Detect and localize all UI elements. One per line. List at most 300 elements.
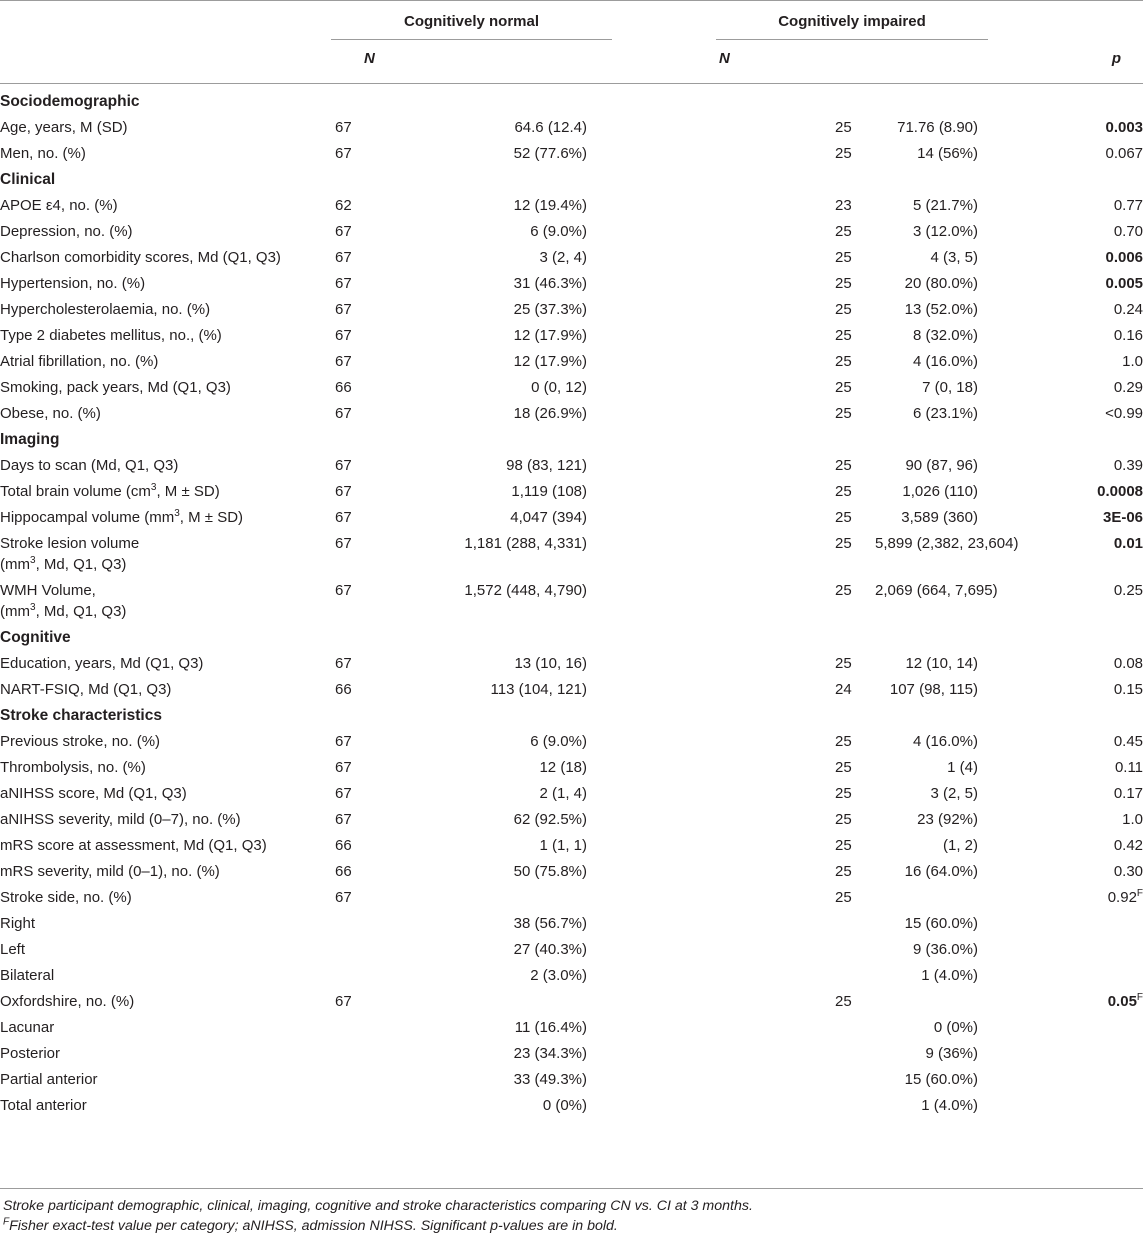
p-value-sup: F [1136, 888, 1143, 899]
section-title: Clinical [0, 171, 56, 188]
row-label [0, 650, 335, 676]
n-cognitively-normal [335, 1092, 430, 1118]
p-value [978, 114, 1143, 140]
n-cognitively-impaired: 25 [835, 249, 852, 266]
value-cognitively-impaired: (1, 2) [942, 837, 978, 854]
n-cognitively-impaired: 25 [835, 327, 852, 344]
value-cognitively-normal: 12 (17.9%) [513, 327, 587, 344]
value-cognitively-impaired: 9 (36.0%) [912, 941, 978, 958]
row-label [0, 192, 335, 218]
row-label [0, 754, 335, 780]
n-cognitively-normal: 67 [335, 759, 352, 776]
row-label-line2-sup: 3 [30, 602, 36, 613]
p-value-text: 3E-06 [1103, 509, 1143, 526]
table-row [0, 348, 1143, 374]
row-label-text: Total anterior [0, 1097, 87, 1114]
p-value-text: 0.16 [1113, 327, 1143, 344]
row-label-text: Left [0, 941, 26, 958]
p-value [978, 780, 1143, 806]
n-cognitively-impaired: 25 [835, 483, 852, 500]
row-label [0, 530, 335, 577]
row-label [0, 1066, 335, 1092]
value-cognitively-normal: 6 (9.0%) [530, 733, 587, 750]
header-cognitively-normal: Cognitively normal [403, 13, 540, 30]
n-cognitively-normal: 67 [335, 785, 352, 802]
row-label-text: Partial anterior [0, 1071, 98, 1088]
p-value [978, 754, 1143, 780]
p-value-text: 1.0 [1122, 811, 1143, 828]
p-value-text: 0.92 [1107, 889, 1137, 906]
p-value [978, 884, 1143, 910]
n-cognitively-normal: 67 [335, 733, 352, 750]
row-label-text: Stroke lesion volume [0, 535, 140, 552]
n-cognitively-impaired: 25 [835, 145, 852, 162]
row-label-text: Education, years, Md (Q1, Q3) [0, 655, 204, 672]
row-label-text: Thrombolysis, no. (%) [0, 759, 146, 776]
value-cognitively-normal: 11 (16.4%) [514, 1019, 587, 1036]
value-cognitively-normal: 3 (2, 4) [539, 249, 587, 266]
value-cognitively-normal: 0 (0, 12) [531, 379, 587, 396]
value-cognitively-impaired: 3,589 (360) [901, 509, 978, 526]
section-row [0, 702, 1143, 728]
row-label-line2-sup: 3 [30, 555, 36, 566]
row-label [0, 244, 335, 270]
value-cognitively-impaired: 16 (64.0%) [904, 863, 978, 880]
value-cognitively-normal: 6 (9.0%) [530, 223, 587, 240]
value-cognitively-impaired: 15 (60.0%) [904, 1071, 978, 1088]
value-cognitively-impaired: 1 (4.0%) [921, 1097, 978, 1114]
table-row [0, 140, 1143, 166]
value-cognitively-impaired: 1,026 (110) [902, 483, 978, 500]
table-row [0, 884, 1143, 910]
n-cognitively-impaired: 25 [835, 582, 852, 599]
value-cognitively-normal: 0 (0%) [542, 1097, 587, 1114]
value-cognitively-normal: 33 (49.3%) [513, 1071, 587, 1088]
row-label [0, 806, 335, 832]
p-value-text: 0.08 [1113, 655, 1143, 672]
p-value [978, 650, 1143, 676]
n-cognitively-normal: 67 [335, 889, 352, 906]
row-label [0, 478, 335, 504]
row-label [0, 114, 335, 140]
row-label-text: aNIHSS severity, mild (0–7), no. (%) [0, 811, 241, 828]
value-cognitively-normal: 13 (10, 16) [514, 655, 587, 672]
value-cognitively-impaired: 15 (60.0%) [904, 915, 978, 932]
footnote-sup: F [3, 1216, 10, 1228]
table-row [0, 1040, 1143, 1066]
row-label-text: Bilateral [0, 967, 55, 984]
p-value [978, 218, 1143, 244]
table-row [0, 780, 1143, 806]
n-cognitively-normal: 67 [335, 483, 352, 500]
p-value-text: 0.0008 [1097, 483, 1143, 500]
n-cognitively-normal: 67 [335, 327, 352, 344]
p-value-text: 0.30 [1113, 863, 1143, 880]
n-cognitively-normal [335, 1014, 430, 1040]
value-cognitively-normal: 23 (34.3%) [513, 1045, 587, 1062]
table-row [0, 504, 1143, 530]
row-label [0, 676, 335, 702]
row-label-text: Total brain volume (cm [0, 483, 151, 500]
value-cognitively-normal: 1,119 (108) [511, 483, 587, 500]
value-cognitively-normal: 18 (26.9%) [513, 405, 587, 422]
p-value [978, 936, 1143, 962]
p-value-text: 0.005 [1105, 275, 1143, 292]
n-cognitively-impaired [587, 936, 875, 962]
table-row [0, 858, 1143, 884]
p-value [978, 1066, 1143, 1092]
row-label [0, 962, 335, 988]
n-cognitively-impaired: 25 [835, 509, 852, 526]
n-cognitively-normal: 67 [335, 119, 352, 136]
row-label-text: Days to scan (Md, Q1, Q3) [0, 457, 179, 474]
row-label-text: Hippocampal volume (mm [0, 509, 175, 526]
p-value-text: 0.45 [1113, 733, 1143, 750]
table-row [0, 754, 1143, 780]
row-label [0, 140, 335, 166]
value-cognitively-impaired: 5 (21.7%) [912, 197, 978, 214]
value-cognitively-normal [430, 884, 587, 910]
n-cognitively-normal: 67 [335, 811, 352, 828]
p-value [978, 858, 1143, 884]
row-label-text: Men, no. (%) [0, 145, 86, 162]
n-cognitively-impaired: 25 [835, 863, 852, 880]
row-label-text: Posterior [0, 1045, 61, 1062]
n-cognitively-impaired: 25 [835, 223, 852, 240]
p-value [978, 348, 1143, 374]
value-cognitively-impaired: 8 (32.0%) [912, 327, 978, 344]
p-value [978, 322, 1143, 348]
n-cognitively-impaired: 25 [835, 405, 852, 422]
p-value [978, 452, 1143, 478]
n-cognitively-impaired: 25 [835, 119, 852, 136]
table-row [0, 910, 1143, 936]
n-cognitively-impaired: 25 [835, 275, 852, 292]
table-row [0, 478, 1143, 504]
n-cognitively-impaired: 25 [835, 535, 852, 552]
row-label-text: Type 2 diabetes mellitus, no., (%) [0, 327, 222, 344]
value-cognitively-impaired: 3 (2, 5) [930, 785, 978, 802]
n-cognitively-normal: 66 [335, 863, 352, 880]
p-value-text: 0.01 [1113, 535, 1143, 552]
header-rule [0, 83, 1143, 84]
n-cognitively-normal: 67 [335, 301, 352, 318]
p-value-text: 0.42 [1113, 837, 1143, 854]
n-cognitively-normal: 66 [335, 681, 352, 698]
row-label [0, 400, 335, 426]
footnote [3, 1196, 1133, 1236]
value-cognitively-impaired: 20 (80.0%) [904, 275, 978, 292]
section-row [0, 88, 1143, 114]
header-n-ci: N [719, 50, 730, 67]
row-label-tail: , M ± SD) [179, 509, 244, 526]
p-value-text: 0.25 [1113, 582, 1143, 599]
row-label-line2: (mm [0, 603, 30, 620]
n-cognitively-normal [335, 910, 430, 936]
table-row [0, 270, 1143, 296]
value-cognitively-normal: 52 (77.6%) [513, 145, 587, 162]
row-label-text: NART-FSIQ, Md (Q1, Q3) [0, 681, 172, 698]
row-label [0, 780, 335, 806]
n-cognitively-impaired: 25 [835, 655, 852, 672]
n-cognitively-impaired [587, 910, 875, 936]
row-label [0, 988, 335, 1014]
n-cognitively-normal: 67 [335, 993, 352, 1010]
row-label-text: mRS score at assessment, Md (Q1, Q3) [0, 837, 267, 854]
value-cognitively-normal: 1,572 (448, 4,790) [464, 582, 587, 599]
n-cognitively-impaired: 25 [835, 811, 852, 828]
p-value [978, 140, 1143, 166]
n-cognitively-impaired: 25 [835, 457, 852, 474]
table-row [0, 1066, 1143, 1092]
table-row [0, 728, 1143, 754]
value-cognitively-impaired: 4 (16.0%) [912, 353, 978, 370]
p-value [978, 244, 1143, 270]
value-cognitively-impaired: 4 (16.0%) [912, 733, 978, 750]
table-row [0, 1092, 1143, 1118]
row-label-text: Stroke side, no. (%) [0, 889, 132, 906]
row-label [0, 1014, 335, 1040]
value-cognitively-impaired: 5,899 (2,382, 23,604) [875, 535, 1019, 552]
n-cognitively-normal: 67 [335, 275, 352, 292]
p-value [978, 910, 1143, 936]
n-cognitively-normal: 67 [335, 509, 352, 526]
bottom-rule [0, 1188, 1143, 1189]
n-cognitively-impaired: 23 [835, 197, 852, 214]
row-label-line2: (mm [0, 556, 30, 573]
table-row [0, 936, 1143, 962]
section-row [0, 624, 1143, 650]
p-value-text: 0.17 [1113, 785, 1143, 802]
header-n-cn: N [364, 50, 375, 67]
value-cognitively-normal: 2 (1, 4) [539, 785, 587, 802]
p-value-text: 0.003 [1105, 119, 1143, 136]
value-cognitively-impaired: 2,069 (664, 7,695) [875, 582, 998, 599]
section-title: Sociodemographic [0, 93, 140, 110]
row-label-text: aNIHSS score, Md (Q1, Q3) [0, 785, 187, 802]
p-value [978, 1040, 1143, 1066]
header-cognitively-impaired: Cognitively impaired [778, 13, 926, 30]
n-cognitively-impaired: 25 [835, 785, 852, 802]
value-cognitively-impaired: 90 (87, 96) [905, 457, 978, 474]
row-label [0, 296, 335, 322]
table-row [0, 1014, 1143, 1040]
p-value [978, 1092, 1143, 1118]
value-cognitively-impaired: 14 (56%) [917, 145, 978, 162]
value-cognitively-impaired: 12 (10, 14) [905, 655, 978, 672]
n-cognitively-impaired [587, 962, 875, 988]
p-value-sup: F [1136, 992, 1143, 1003]
p-value-text: 0.067 [1105, 145, 1143, 162]
row-label [0, 910, 335, 936]
p-value [978, 192, 1143, 218]
row-label-text: Age, years, M (SD) [0, 119, 128, 136]
section-title: Imaging [0, 431, 60, 448]
row-label [0, 374, 335, 400]
row-label [0, 832, 335, 858]
row-label-text: Right [0, 915, 36, 932]
table-row [0, 400, 1143, 426]
table-row [0, 114, 1143, 140]
value-cognitively-impaired: 6 (23.1%) [912, 405, 978, 422]
n-cognitively-normal [335, 962, 430, 988]
row-label-text: Hypercholesterolaemia, no. (%) [0, 301, 211, 318]
value-cognitively-normal: 64.6 (12.4) [514, 119, 587, 136]
section-title: Cognitive [0, 629, 71, 646]
n-cognitively-normal: 62 [335, 197, 352, 214]
row-label-text: Atrial fibrillation, no. (%) [0, 353, 159, 370]
p-value-text: 0.11 [1114, 759, 1143, 776]
p-value-text: 0.05 [1107, 993, 1137, 1010]
data-table [0, 88, 1143, 1118]
p-value [978, 988, 1143, 1014]
value-cognitively-normal: 1,181 (288, 4,331) [464, 535, 587, 552]
p-value-text: 0.15 [1113, 681, 1143, 698]
value-cognitively-normal: 50 (75.8%) [513, 863, 587, 880]
p-value-text: 0.39 [1113, 457, 1143, 474]
n-cognitively-normal: 66 [335, 379, 352, 396]
n-cognitively-normal [335, 936, 430, 962]
footnote-line-2 [3, 1216, 1133, 1236]
value-cognitively-impaired [875, 988, 978, 1014]
row-label-sup: 3 [150, 482, 157, 493]
footnote-line-1: Stroke participant demographic, clinical, imaging, cognitive and stroke characteristics comparing CN vs. CI at 3 months. [3, 1198, 753, 1214]
table-row [0, 218, 1143, 244]
row-label-text: Previous stroke, no. (%) [0, 733, 161, 750]
p-value-text: 0.29 [1113, 379, 1143, 396]
n-cognitively-impaired: 25 [835, 353, 852, 370]
value-cognitively-normal [430, 988, 587, 1014]
p-value [978, 478, 1143, 504]
p-value [978, 832, 1143, 858]
n-cognitively-impaired: 25 [835, 759, 852, 776]
value-cognitively-normal: 31 (46.3%) [513, 275, 587, 292]
table-row [0, 530, 1143, 577]
row-label-tail: , M ± SD) [156, 483, 220, 500]
n-cognitively-impaired: 25 [835, 837, 852, 854]
section-row [0, 426, 1143, 452]
value-cognitively-impaired: 23 (92%) [917, 811, 978, 828]
p-value [978, 1014, 1143, 1040]
p-value [978, 577, 1143, 624]
table-body [0, 88, 1143, 1118]
p-value [978, 676, 1143, 702]
p-value [978, 962, 1143, 988]
p-value-text: 0.24 [1113, 301, 1143, 318]
row-label-text: Smoking, pack years, Md (Q1, Q3) [0, 379, 231, 396]
group-rule-cn [331, 39, 612, 40]
n-cognitively-normal [335, 1040, 430, 1066]
table-row [0, 962, 1143, 988]
value-cognitively-impaired [875, 884, 978, 910]
row-label-text: Oxfordshire, no. (%) [0, 993, 135, 1010]
value-cognitively-normal: 25 (37.3%) [513, 301, 587, 318]
value-cognitively-impaired: 7 (0, 18) [922, 379, 978, 396]
value-cognitively-normal: 12 (17.9%) [513, 353, 587, 370]
n-cognitively-normal: 67 [335, 223, 352, 240]
table-row [0, 244, 1143, 270]
p-value [978, 728, 1143, 754]
value-cognitively-normal: 27 (40.3%) [513, 941, 587, 958]
p-value [978, 296, 1143, 322]
n-cognitively-impaired [587, 1014, 875, 1040]
row-label [0, 728, 335, 754]
row-label [0, 504, 335, 530]
row-label-text: APOE ε4, no. (%) [0, 197, 118, 214]
row-label [0, 218, 335, 244]
p-value [978, 374, 1143, 400]
row-label-text: WMH Volume, [0, 582, 96, 599]
n-cognitively-normal: 67 [335, 353, 352, 370]
row-label [0, 577, 335, 624]
n-cognitively-normal: 66 [335, 837, 352, 854]
table-row [0, 322, 1143, 348]
value-cognitively-impaired: 1 (4) [947, 759, 978, 776]
p-value [978, 270, 1143, 296]
table-row [0, 676, 1143, 702]
n-cognitively-impaired [587, 1040, 875, 1066]
value-cognitively-impaired: 9 (36%) [925, 1045, 978, 1062]
n-cognitively-impaired: 25 [835, 889, 852, 906]
value-cognitively-normal: 113 (104, 121) [490, 681, 587, 698]
value-cognitively-normal: 62 (92.5%) [513, 811, 587, 828]
row-label-text: Charlson comorbidity scores, Md (Q1, Q3) [0, 249, 281, 266]
value-cognitively-normal: 1 (1, 1) [539, 837, 587, 854]
value-cognitively-impaired: 1 (4.0%) [921, 967, 978, 984]
n-cognitively-impaired [587, 1092, 875, 1118]
value-cognitively-normal: 98 (83, 121) [506, 457, 587, 474]
value-cognitively-normal: 2 (3.0%) [530, 967, 587, 984]
table-row [0, 374, 1143, 400]
row-label [0, 348, 335, 374]
n-cognitively-normal: 67 [335, 249, 352, 266]
header-p-value: p [1111, 50, 1121, 67]
n-cognitively-impaired: 25 [835, 733, 852, 750]
row-label-text: Depression, no. (%) [0, 223, 133, 240]
n-cognitively-impaired: 24 [835, 681, 852, 698]
n-cognitively-normal [335, 1066, 430, 1092]
value-cognitively-normal: 12 (19.4%) [513, 197, 587, 214]
section-title: Stroke characteristics [0, 707, 162, 724]
n-cognitively-impaired: 25 [835, 379, 852, 396]
row-label-line2-tail: , Md, Q1, Q3) [35, 556, 127, 573]
n-cognitively-normal: 67 [335, 145, 352, 162]
row-label-line2-tail: , Md, Q1, Q3) [35, 603, 127, 620]
row-label-sup: 3 [174, 508, 180, 519]
row-label [0, 452, 335, 478]
p-value-text: 0.006 [1105, 249, 1143, 266]
row-label [0, 1040, 335, 1066]
footnote-line-2-text: Fisher exact-test value per category; aNIHSS, admission NIHSS. Significant p-values are in bold. [9, 1218, 618, 1234]
n-cognitively-impaired [587, 1066, 875, 1092]
p-value [978, 504, 1143, 530]
row-label [0, 884, 335, 910]
value-cognitively-impaired: 107 (98, 115) [889, 681, 978, 698]
section-row [0, 166, 1143, 192]
row-label [0, 1092, 335, 1118]
row-label [0, 322, 335, 348]
group-rule-ci [716, 39, 988, 40]
row-label-text: Obese, no. (%) [0, 405, 101, 422]
row-label [0, 936, 335, 962]
table-header [0, 0, 1143, 83]
value-cognitively-impaired: 0 (0%) [933, 1019, 978, 1036]
table-row [0, 832, 1143, 858]
p-value-text: 0.70 [1113, 223, 1143, 240]
table-row [0, 650, 1143, 676]
row-label [0, 270, 335, 296]
table-row [0, 988, 1143, 1014]
